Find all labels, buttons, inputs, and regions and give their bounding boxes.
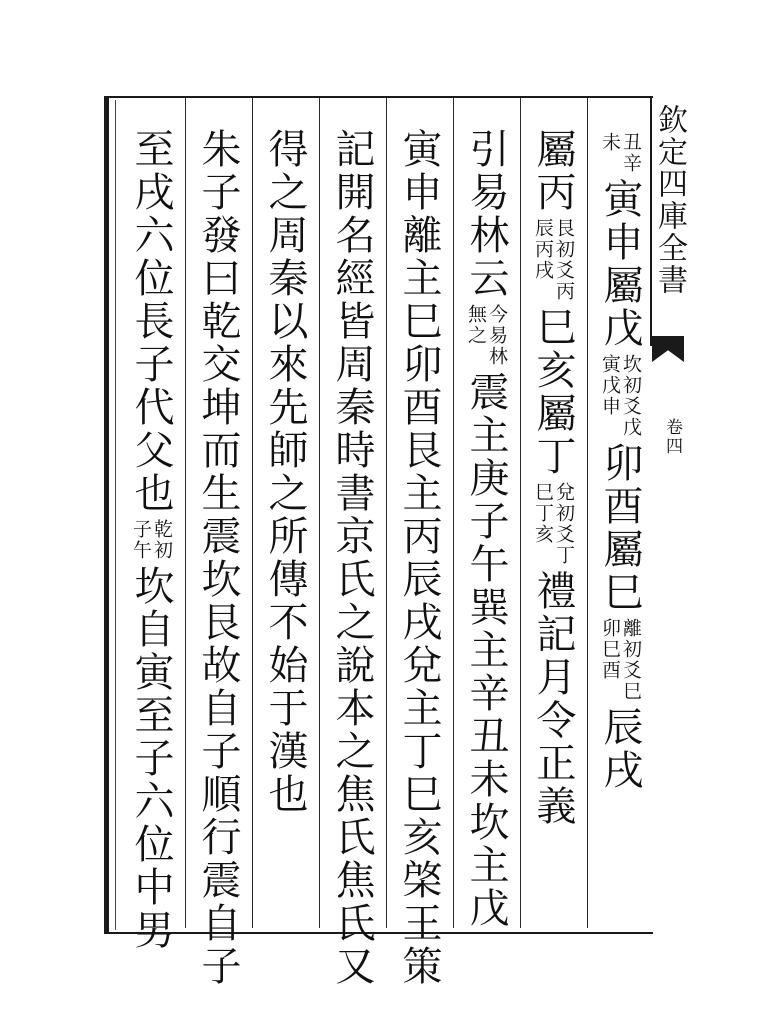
text-column xyxy=(527,128,579,828)
main-text: 寅申離主巳卯酉艮主丙辰戌兌主丁巳亥棨王策 xyxy=(396,128,442,988)
note-line: 乾初 xyxy=(151,519,173,561)
column-rule xyxy=(319,98,320,928)
main-text: 記開名經皆周秦時書京氏之說本之焦氏焦氏又 xyxy=(329,128,375,988)
note-line: 艮初爻丙 xyxy=(553,218,575,302)
note-line: 今易林 xyxy=(486,304,508,367)
text-column xyxy=(326,128,378,988)
column-rule xyxy=(587,98,588,928)
text-column xyxy=(460,128,512,930)
note-line: 未 xyxy=(599,132,621,153)
interlinear-note xyxy=(533,218,573,302)
text-column xyxy=(192,128,244,988)
note-line: 辰丙戌 xyxy=(532,218,554,281)
note-line: 寅戊申 xyxy=(599,354,621,417)
book-title: 欽定四庫全書 xyxy=(652,104,687,296)
text-column xyxy=(125,128,177,952)
note-line: 巳丁亥 xyxy=(532,482,554,545)
note-line: 坎初爻戊 xyxy=(620,354,642,438)
interlinear-note xyxy=(600,618,640,702)
interlinear-note xyxy=(600,132,640,174)
interlinear-note xyxy=(533,482,573,566)
volume-label: 卷四 xyxy=(662,418,682,456)
column-rule xyxy=(453,98,454,928)
note-line: 卯巳酉 xyxy=(599,618,621,681)
main-text: 寅申屬戊 xyxy=(597,178,643,350)
main-text: 辰戌 xyxy=(597,706,643,792)
note-line: 無之 xyxy=(465,304,487,346)
main-text: 震主庚子午巽主辛丑未坎主戊 xyxy=(463,371,509,930)
column-rule xyxy=(520,98,521,928)
note-line: 丑辛 xyxy=(620,132,642,174)
fish-tail-mark xyxy=(652,336,684,362)
interlinear-note xyxy=(131,519,171,561)
note-line: 離初爻巳 xyxy=(620,618,642,702)
main-text: 卯酉屬巳 xyxy=(597,442,643,614)
main-text: 至戌六位長子代父也 xyxy=(128,128,174,515)
note-line: 子午 xyxy=(130,519,152,561)
text-column xyxy=(393,128,445,988)
interlinear-note xyxy=(600,354,640,438)
column-rule xyxy=(185,98,186,928)
column-rule xyxy=(386,98,387,928)
main-text: 朱子發曰乾交坤而生震坎艮故自子順行震自子 xyxy=(195,128,241,988)
main-text: 巳亥屬丁 xyxy=(530,306,576,478)
main-text: 得之周秦以來先師之所傳不始于漢也 xyxy=(262,128,308,816)
text-column xyxy=(594,128,646,792)
main-text: 屬丙 xyxy=(530,128,576,214)
interlinear-note xyxy=(466,304,506,367)
text-column xyxy=(259,128,311,816)
note-line: 兌初爻丁 xyxy=(553,482,575,566)
main-text: 引易林云 xyxy=(463,128,509,300)
column-rule xyxy=(252,98,253,928)
main-text: 坎自寅至子六位中男 xyxy=(128,565,174,952)
main-text: 禮記月令正義 xyxy=(530,570,576,828)
